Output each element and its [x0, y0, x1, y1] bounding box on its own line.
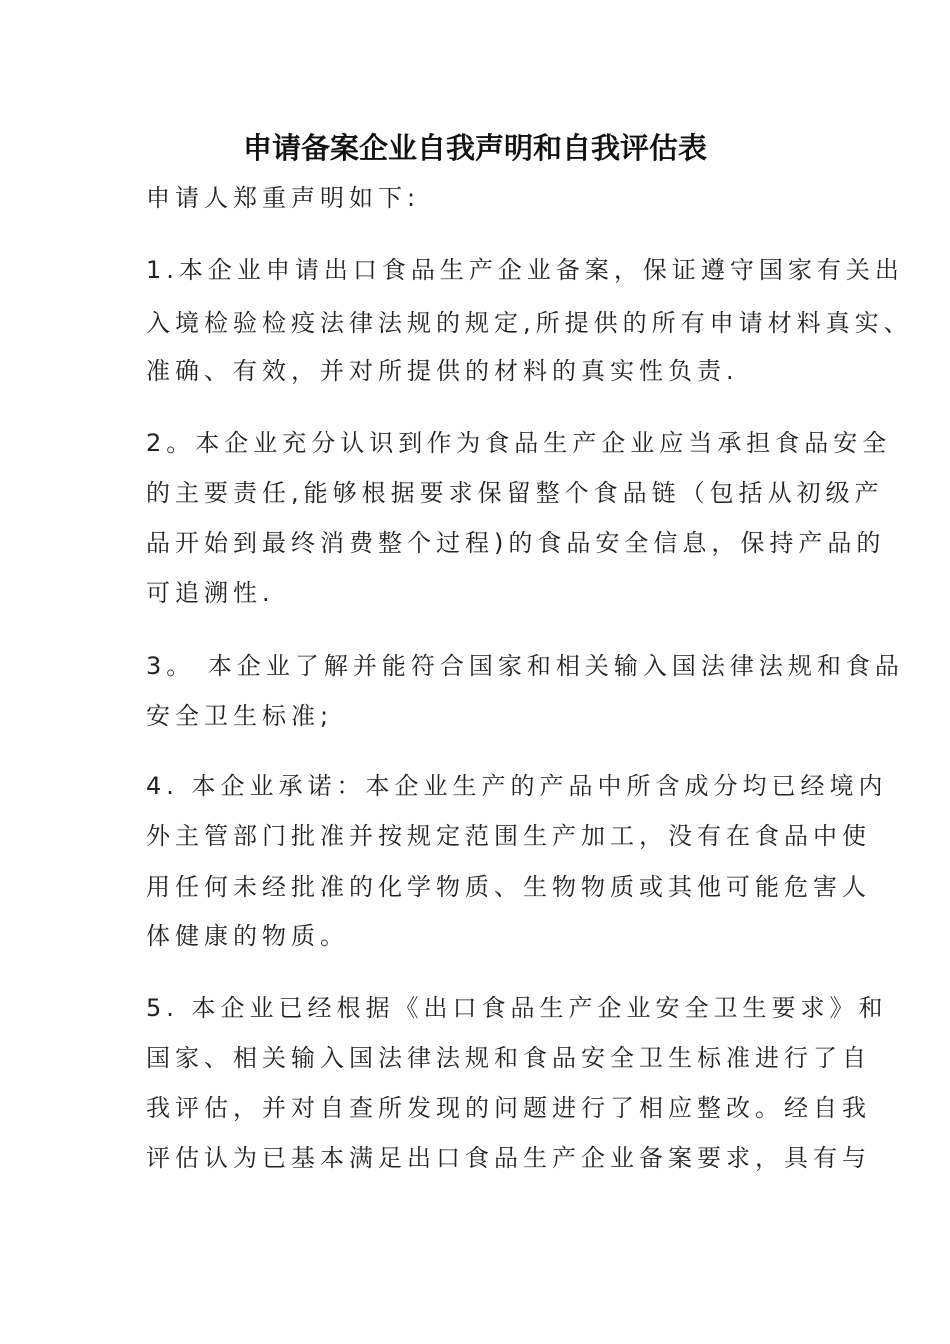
paragraph-line: 入境检验检疫法律法规的规定,所提供的所有申请材料真实、 [146, 309, 913, 337]
paragraph-line: 的主要责任,能够根据要求保留整个食品链（包括从初级产 [146, 479, 884, 507]
paragraph-line: 1.本企业申请出口食品生产企业备案，保证遵守国家有关出 [146, 256, 904, 284]
paragraph-line: 安全卫生标准; [146, 702, 334, 730]
paragraph-line: 3。 本企业了解并能符合国家和相关输入国法律法规和食品 [146, 652, 904, 680]
paragraph-line: 品开始到最终消费整个过程)的食品安全信息，保持产品的 [146, 529, 886, 557]
paragraph-line: 2。本企业充分认识到作为食品生产企业应当承担食品安全 [146, 429, 892, 457]
document-title: 申请备案企业自我声明和自我评估表 [242, 131, 707, 165]
paragraph-line: 体健康的物质。 [146, 922, 349, 950]
paragraph-line: 外主管部门批准并按规定范围生产加工，没有在食品中使 [146, 822, 871, 850]
paragraph-line: 我评估，并对自查所发现的问题进行了相应整改。经自我 [146, 1094, 871, 1122]
intro-line: 申请人郑重声明如下: [146, 184, 421, 212]
paragraph-line: 用任何未经批准的化学物质、生物物质或其他可能危害人 [146, 873, 871, 901]
paragraph-line: 准确、有效，并对所提供的材料的真实性负责. [146, 357, 739, 385]
paragraph-line: 评估认为已基本满足出口食品生产企业备案要求，具有与 [146, 1144, 871, 1172]
paragraph-line: 5. 本企业已经根据《出口食品生产企业安全卫生要求》和 [146, 994, 888, 1022]
paragraph-line: 4. 本企业承诺：本企业生产的产品中所含成分均已经境内 [146, 772, 888, 800]
paragraph-line: 国家、相关输入国法律法规和食品安全卫生标准进行了自 [146, 1044, 871, 1072]
paragraph-line: 可追溯性. [146, 579, 275, 607]
